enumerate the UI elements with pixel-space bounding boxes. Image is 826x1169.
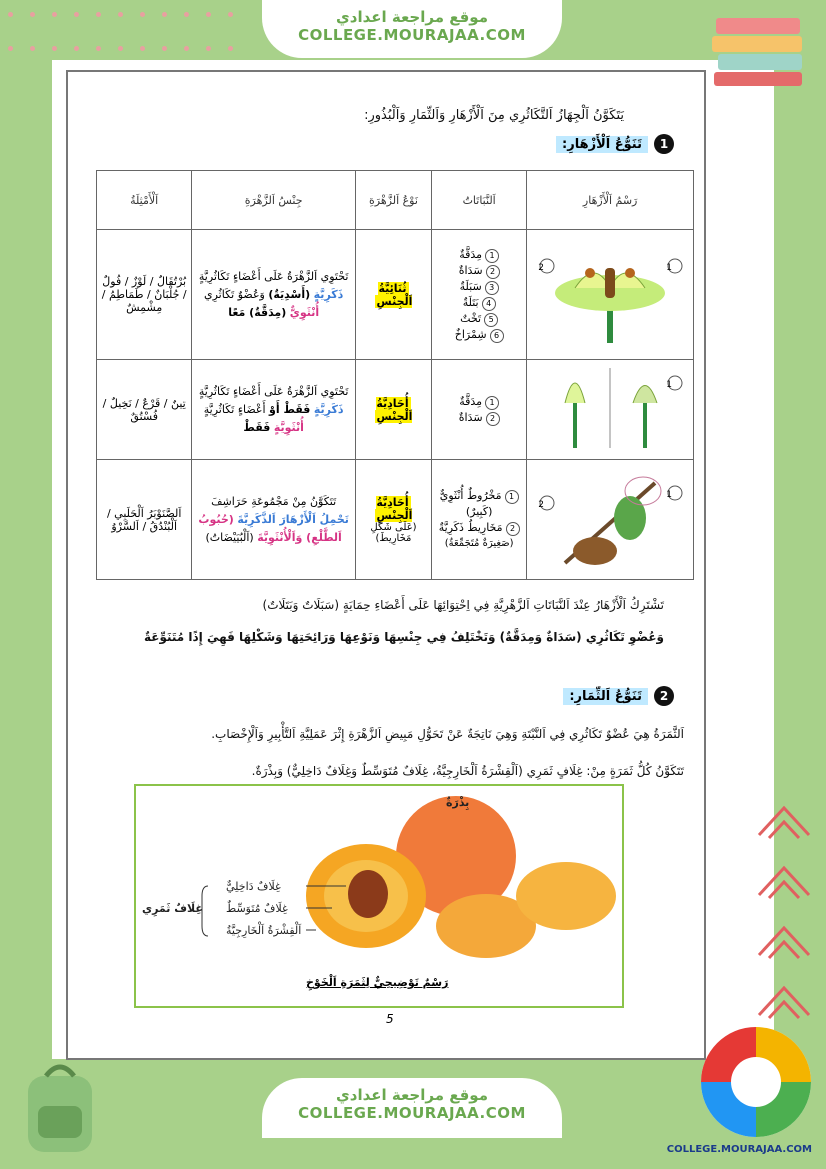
header-drawing: رَسْمُ اَلْأَزْهَارِ (527, 171, 694, 230)
backpack-icon (10, 1056, 110, 1156)
list-item: 1مِدَقَّةٌ (435, 394, 523, 410)
list-item: 3سَبَلَةٌ (435, 279, 523, 295)
banner-top-url[interactable]: COLLEGE.MOURAJAA.COM (298, 26, 526, 44)
table-row (97, 230, 694, 360)
header-plants: اَلنَّبَاتَاتُ (431, 171, 526, 230)
list-item: 2سَدَاةٌ (435, 410, 523, 426)
conifer-examples: اَلصَّنَوْبَرُ اَلْحَلَبِي / اَلْبُنْدُقُ / اَلسَّرْوُ (97, 460, 192, 580)
svg-text:1: 1 (666, 490, 673, 500)
chevron-up-icon (754, 980, 814, 1020)
fruit-definition: اَلثَّمَرَةُ هِيَ عُضْوٌ تَكَاثُرِي فِي اَلنَّبْتَةِ وَهِيَ نَاتِجَةٌ عَنْ تَحَوُّلِ مَبِيضِ اَلزَّهْرَةِ إِثْرَ عَمَلِيَّةِ اَلتَّأْبِيرِ وَاَلْإِخْصَابِ. (211, 727, 684, 741)
conifer-type: أُحَادِيَّةُ اَلْجِنْسِ (عَلَى شَكْلِ مَخَارِيطَ) (355, 460, 431, 580)
list-item: 1مَخْرُوطٌ أُنْثَوِيٌّ (435, 488, 523, 504)
table-row (97, 460, 694, 580)
peach-figure (134, 784, 624, 1008)
site-banner-top[interactable] (262, 0, 562, 58)
bisexual-examples: بُرْتُقَالٌ / لَوْزٌ / فُولٌ / جُلْبَانٌ / طَمَاطِمُ / مِشْمِشٌ (97, 230, 192, 360)
note-diversity: وَعُضْوِ تَكَاثُرِي (سَدَاةٌ وَمِدَقَّةٌ) وَتَخْتَلِفُ فِي جِنْسِهَا وَنَوْعِهَا وَرَائِحَتِهَا وَشَكْلِهَا فَهِيَ إِذًا مُتَنَوِّعَةٌ (143, 630, 664, 644)
flowers-table (96, 170, 694, 580)
label-outer-skin: اَلْقِشْرَةُ اَلْخَارِجِيَّةُ (226, 924, 302, 937)
svg-text:1: 1 (666, 263, 673, 273)
label-seed: بِذْرَةٌ (446, 796, 470, 809)
section-1-heading (556, 134, 674, 154)
list-item: 2سَدَاةٌ (435, 263, 523, 279)
site-logo-icon (696, 1022, 816, 1142)
section-2-title: تَنَوُّعُ اَلثِّمَارِ: (563, 688, 648, 705)
bisexual-type: ثُنَائِيَّةُ اَلْجِنْسِ (355, 230, 431, 360)
section-2-number: 2 (654, 686, 674, 706)
books-icon (708, 10, 808, 90)
label-inner-layer: غِلَافٌ دَاخِلِيٌّ (226, 880, 281, 893)
list-item: (صَغِيرَةٌ مُتَجَمِّعَةٌ) (444, 537, 514, 549)
banner-bottom-url[interactable]: COLLEGE.MOURAJAA.COM (298, 1104, 526, 1122)
chevron-up-icon (754, 860, 814, 900)
fruit-composition: تَتَكَوَّنُ كُلُّ ثَمَرَةٍ مِنْ: غِلَافٍ ثَمَرِي (اَلْقِشْرَةُ اَلْخَارِجِيَّةُ، غِلَافٌ مُتَوَسِّطٌ وَغِلَافٌ دَاخِلِيٌّ) وَبِذْرَةٌ. (251, 764, 684, 778)
section-1-number: 1 (654, 134, 674, 154)
label-fruit-wall: غِلَافٌ ثَمَرِي (142, 902, 203, 915)
content-page (66, 70, 706, 1060)
unisexual-type: أُحَادِيَّةُ اَلْجِنْسِ (355, 360, 431, 460)
chevron-up-icon (754, 800, 814, 840)
frame-left (0, 0, 52, 1169)
bisexual-parts-list (431, 230, 526, 360)
page-number: 5 (386, 1012, 394, 1026)
chevron-up-icon (754, 920, 814, 960)
bisexual-sex-desc: تَحْتَوِي اَلزَّهْرَةُ عَلَى أَعْضَاءٍ تَكَاثُرِيَّةٍ ذَكَرِيَّةٍ (أَسْدِيَةٌ) وَعُضْوٌ تَكَاثُرِي أُنْثَوِيٌّ (مِدَقَّةٌ) مَعًا (192, 230, 356, 360)
list-item: 4بَتَلَةٌ (435, 295, 523, 311)
section-2-heading (563, 686, 674, 706)
conifer-parts-list (431, 460, 526, 580)
flower-drawing-bisexual (527, 230, 694, 360)
bisexual-flower-illustration (535, 238, 685, 348)
flower-drawing-conifer (527, 460, 694, 580)
conifer-sex-desc: تَتَكَوَّنُ مِنْ مَجْمُوعَةِ حَرَاشِفَ تَحْمِلُ اَلْأَزْهَارَ اَلذَّكَرِيَّةَ (حُبُوبُ اَلطَّلْعِ) وَاَلْأُنْثَوِيَّةَ (اَلْبُيَيْضَاتُ) (192, 460, 356, 580)
decor-dots (8, 12, 248, 62)
table-header-row (97, 171, 694, 230)
svg-text:2: 2 (538, 263, 545, 273)
unisexual-parts-list (431, 360, 526, 460)
list-item: (كَبِيرٌ) (465, 504, 493, 518)
section-1-title: تَنَوُّعُ اَلْأَزْهَارِ: (556, 136, 648, 153)
flower-drawing-unisexual (527, 360, 694, 460)
logo-url-text[interactable]: COLLEGE.MOURAJAA.COM (666, 1144, 812, 1155)
list-item: 6شِمْرَاخٌ (435, 327, 523, 343)
banner-bottom-arabic: موقع مراجعة اعدادي (336, 1086, 488, 1104)
svg-text:1: 1 (666, 380, 673, 390)
label-middle-layer: غِلَافٌ مُتَوَسِّطٌ (226, 902, 288, 915)
table-row (97, 360, 694, 460)
unisexual-sex-desc: تَحْتَوِي اَلزَّهْرَةُ عَلَى أَعْضَاءٍ تَكَاثُرِيَّةٍ ذَكَرِيَّةٍ فَقَطْ أَوْ أَعْضَاءٍ تَكَاثُرِيَّةٍ أُنْثَوِيَّةٍ فَقَطْ (192, 360, 356, 460)
unisexual-flowers-illustration (535, 363, 685, 453)
pine-cone-illustration (535, 463, 685, 573)
site-banner-bottom[interactable] (262, 1078, 562, 1138)
list-item: 5تَخْتٌ (435, 311, 523, 327)
peach-illustration (136, 786, 622, 966)
header-type: نَوْعُ اَلزَّهْرَةِ (355, 171, 431, 230)
intro-text: يَتَكَوَّنُ اَلْجِهَازُ اَلتَّكَاثُرِي مِنَ اَلْأَزْهَارِ وَاَلثِّمَارِ وَاَلْبُذُورِ: (364, 108, 624, 123)
list-item: 2مَخَارِيطُ ذَكَرِيَّةٌ (435, 520, 523, 536)
list-item: 1مِدَقَّةٌ (435, 247, 523, 263)
banner-top-arabic: موقع مراجعة اعدادي (336, 8, 488, 26)
unisexual-examples: تِينٌ / قَرْعٌ / نَخِيلٌ / فُسْتُقٌ (97, 360, 192, 460)
header-sex: جِنْسُ اَلزَّهْرَةِ (192, 171, 356, 230)
svg-text:2: 2 (538, 500, 545, 510)
note-shared-parts: تَشْتَرِكُ اَلْأَزْهَارُ عِنْدَ اَلنَّبَاتَاتِ اَلزَّهْرِيَّةِ فِي اِحْتِوَائِهَا عَلَى أَعْضَاءِ حِمَايَةٍ (سَبَلَاتٌ وَبَتَلَاتٌ) (262, 598, 664, 612)
figure-caption: رَسْمٌ تَوْضِيحِيٌّ لِثَمَرَةِ اَلْخَوْخِ (306, 976, 449, 989)
header-examples: اَلْأَمْثِلَةُ (97, 171, 192, 230)
